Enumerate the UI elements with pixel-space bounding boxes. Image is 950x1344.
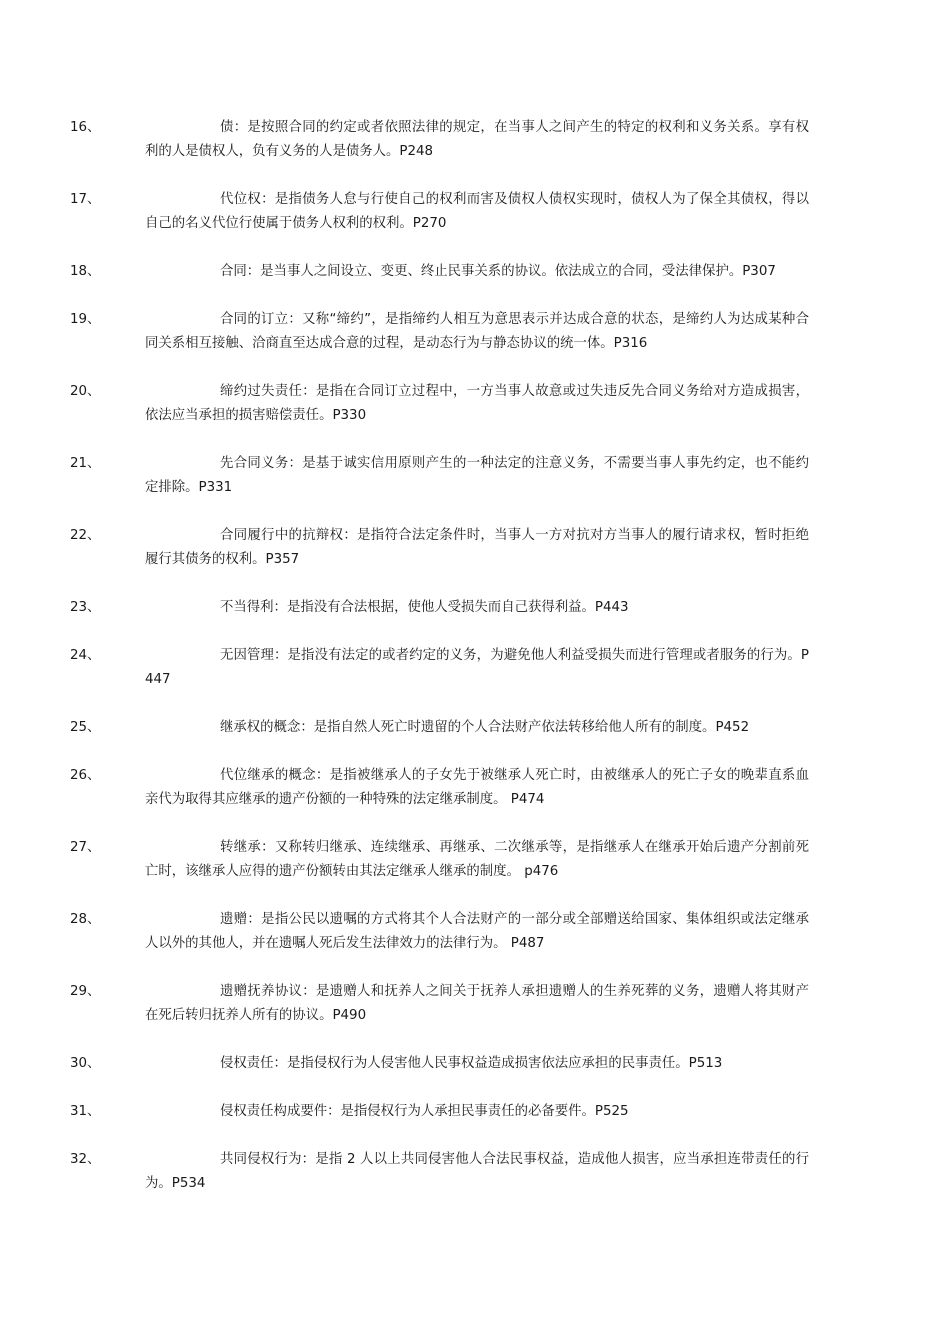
entry-text: 合同的订立：又称“缔约”，是指缔约人相互为意思表示并达成合意的状态，是缔约人为达成某种合同关系相互接触、洽商直至达成合意的过程，是动态行为与静态协议的统一体。P316 (145, 312, 809, 351)
entry-text: 继承权的概念：是指自然人死亡时遗留的个人合法财产依法转移给他人所有的制度。P452 (220, 720, 750, 735)
entry-number: 27、 (70, 840, 101, 855)
definition-entry-26 (70, 764, 809, 812)
definition-entry-31 (70, 1100, 809, 1124)
entry-text: 共同侵权行为：是指 2 人以上共同侵害他人合法民事权益，造成他人损害，应当承担连带责任的行为。P534 (145, 1152, 809, 1191)
entry-text: 遗赠：是指公民以遗嘱的方式将其个人合法财产的一部分或全部赠送给国家、集体组织或法定继承人以外的其他人，并在遗嘱人死后发生法律效力的法律行为。 P487 (145, 912, 809, 951)
entry-number: 18、 (70, 264, 101, 279)
entry-number: 16、 (70, 120, 101, 135)
definition-entry-32 (70, 1148, 809, 1196)
entry-number: 20、 (70, 384, 101, 399)
definition-entry-25 (70, 716, 809, 740)
entry-number: 29、 (70, 984, 101, 999)
entry-number: 26、 (70, 768, 101, 783)
definition-entry-23 (70, 596, 809, 620)
definition-list (70, 116, 809, 1220)
definition-entry-19 (70, 308, 809, 356)
definition-entry-28 (70, 908, 809, 956)
entry-number: 22、 (70, 528, 101, 543)
definition-entry-21 (70, 452, 809, 500)
entry-number: 31、 (70, 1104, 101, 1119)
entry-text: 债：是按照合同的约定或者依照法律的规定，在当事人之间产生的特定的权利和义务关系。享有权利的人是债权人，负有义务的人是债务人。P248 (145, 120, 809, 159)
entry-number: 32、 (70, 1152, 101, 1167)
entry-text: 侵权责任：是指侵权行为人侵害他人民事权益造成损害依法应承担的民事责任。P513 (220, 1056, 723, 1071)
entry-text: 先合同义务：是基于诚实信用原则产生的一种法定的注意义务，不需要当事人事先约定，也不能约定排除。P331 (145, 456, 809, 495)
entry-number: 23、 (70, 600, 101, 615)
definition-entry-17 (70, 188, 809, 236)
entry-text: 侵权责任构成要件：是指侵权行为人承担民事责任的必备要件。P525 (220, 1104, 629, 1119)
entry-number: 25、 (70, 720, 101, 735)
definition-entry-16 (70, 116, 809, 164)
entry-number: 30、 (70, 1056, 101, 1071)
entry-text: 遗赠抚养协议：是遗赠人和抚养人之间关于抚养人承担遗赠人的生养死葬的义务，遗赠人将其财产在死后转归抚养人所有的协议。P490 (145, 984, 809, 1023)
entry-number: 21、 (70, 456, 101, 471)
entry-text: 代位权：是指债务人怠与行使自己的权利而害及债权人债权实现时，债权人为了保全其债权，得以自己的名义代位行使属于债务人权利的权利。P270 (145, 192, 809, 231)
entry-text: 合同：是当事人之间设立、变更、终止民事关系的协议。依法成立的合同，受法律保护。P307 (220, 264, 776, 279)
definition-entry-24 (70, 644, 809, 692)
entry-text: 无因管理：是指没有法定的或者约定的义务，为避免他人利益受损失而进行管理或者服务的行为。P447 (145, 648, 809, 687)
entry-text: 缔约过失责任：是指在合同订立过程中，一方当事人故意或过失违反先合同义务给对方造成损害，依法应当承担的损害赔偿责任。P330 (145, 384, 809, 423)
definition-entry-27 (70, 836, 809, 884)
entry-text: 代位继承的概念：是指被继承人的子女先于被继承人死亡时，由被继承人的死亡子女的晚辈直系血亲代为取得其应继承的遗产份额的一种特殊的法定继承制度。 P474 (145, 768, 809, 807)
entry-text: 不当得利：是指没有合法根据，使他人受损失而自己获得利益。P443 (220, 600, 629, 615)
definition-entry-29 (70, 980, 809, 1028)
entry-text: 合同履行中的抗辩权：是指符合法定条件时，当事人一方对抗对方当事人的履行请求权，暂时拒绝履行其债务的权利。P357 (145, 528, 809, 567)
entry-text: 转继承：又称转归继承、连续继承、再继承、二次继承等，是指继承人在继承开始后遗产分割前死亡时，该继承人应得的遗产份额转由其法定继承人继承的制度。 p476 (145, 840, 809, 879)
definition-entry-18 (70, 260, 809, 284)
definition-entry-30 (70, 1052, 809, 1076)
definition-entry-20 (70, 380, 809, 428)
entry-number: 24、 (70, 648, 101, 663)
entry-number: 17、 (70, 192, 101, 207)
entry-number: 28、 (70, 912, 101, 927)
definition-entry-22 (70, 524, 809, 572)
entry-number: 19、 (70, 312, 101, 327)
